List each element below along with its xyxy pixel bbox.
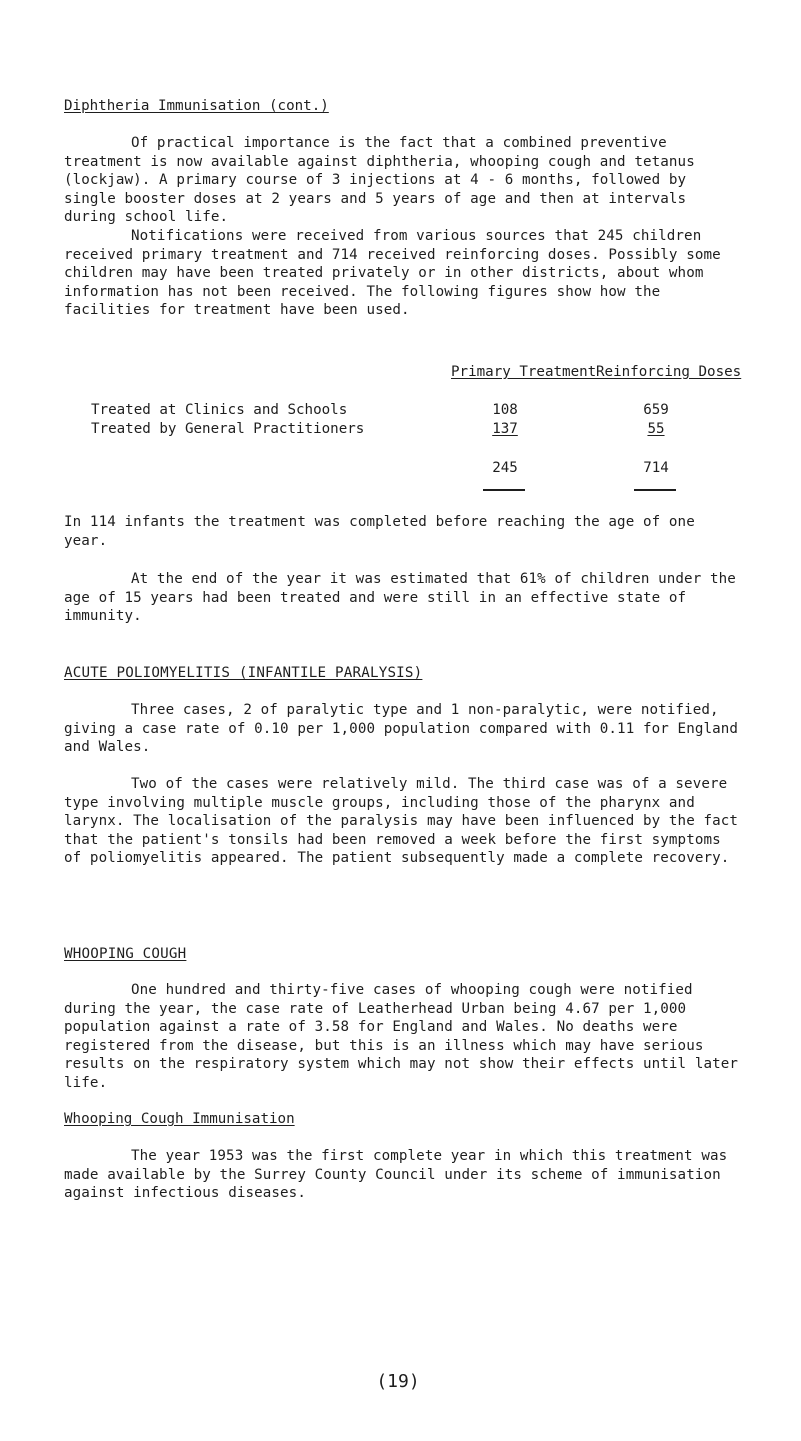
column-header-reinforcing-doses: Reinforcing Doses — [596, 364, 742, 380]
section-heading-poliomyelitis: ACUTE POLIOMYELITIS (INFANTILE PARALYSIS) — [64, 665, 423, 681]
table-total-reinforcing: 714 — [643, 460, 669, 476]
section-heading-diphtheria: Diphtheria Immunisation (cont.) — [64, 98, 329, 114]
paragraph-polio-details: Two of the cases were relatively mild. The third case was of a severe type involving multiple muscle groups, including those of the pharynx and larynx. The localisation of the paralysis may have been influenced by the fact that the patient's tonsils had been removed a week before the first symptoms of poliomyelitis appeared. The patient subsequently made a complete recovery. — [64, 776, 739, 866]
table-cell-primary: 108 — [492, 402, 518, 418]
table-row-label: Treated by General Practitioners — [91, 421, 365, 437]
paragraph-infants-completed: In 114 infants the treatment was completed before reaching the age of one year. — [64, 514, 695, 549]
paragraph-whooping-immunisation: The year 1953 was the first complete year in which this treatment was made available by the Surrey County Council under its scheme of immunisation against infectious diseases. — [64, 1148, 728, 1201]
paragraph-immunity-estimate: At the end of the year it was estimated that 61% of children under the age of 15 years had been treated and were still in an effective state of immunity. — [64, 571, 736, 624]
table-cell-reinforcing: 659 — [643, 402, 669, 418]
column-header-primary-treatment: Primary Treatment — [451, 364, 597, 380]
section-heading-whooping-immunisation: Whooping Cough Immunisation — [64, 1111, 295, 1127]
page-number: (19) — [376, 1371, 420, 1392]
total-underline-reinforcing — [634, 489, 676, 491]
table-total-primary: 245 — [492, 460, 518, 476]
paragraph-polio-cases: Three cases, 2 of paralytic type and 1 non-paralytic, were notified, giving a case rate of 0.10 per 1,000 population compared with 0.11 for England and Wales. — [64, 702, 739, 755]
paragraph-notifications: Notifications were received from various sources that 245 children received primary treatment and 714 received reinforcing doses. Possibly some children may have been treated privately or in other districts, about whom information has not been received. The following figures show how the facilities for treatment have been used. — [64, 228, 721, 318]
section-heading-whooping-cough: WHOOPING COUGH — [64, 946, 187, 962]
paragraph-combined-treatment: Of practical importance is the fact that a combined preventive treatment is now available against diphtheria, whooping cough and tetanus (lockjaw). A primary course of 3 injections at 4 - 6 months, followed by single booster doses at 2 years and 5 years of age and then at intervals during school life. — [64, 135, 695, 225]
table-cell-primary: 137 — [492, 421, 518, 437]
table-cell-reinforcing: 55 — [647, 421, 665, 437]
table-row-label: Treated at Clinics and Schools — [91, 402, 348, 418]
paragraph-whooping-cases: One hundred and thirty-five cases of whooping cough were notified during the year, the case rate of Leatherhead Urban being 4.67 per 1,000 population against a rate of 3.58 for England and Wales. No deaths were registered from the disease, but this is an illness which may have serious results on the respiratory system which may not show their effects until later life. — [64, 982, 739, 1091]
total-underline-primary — [483, 489, 525, 491]
